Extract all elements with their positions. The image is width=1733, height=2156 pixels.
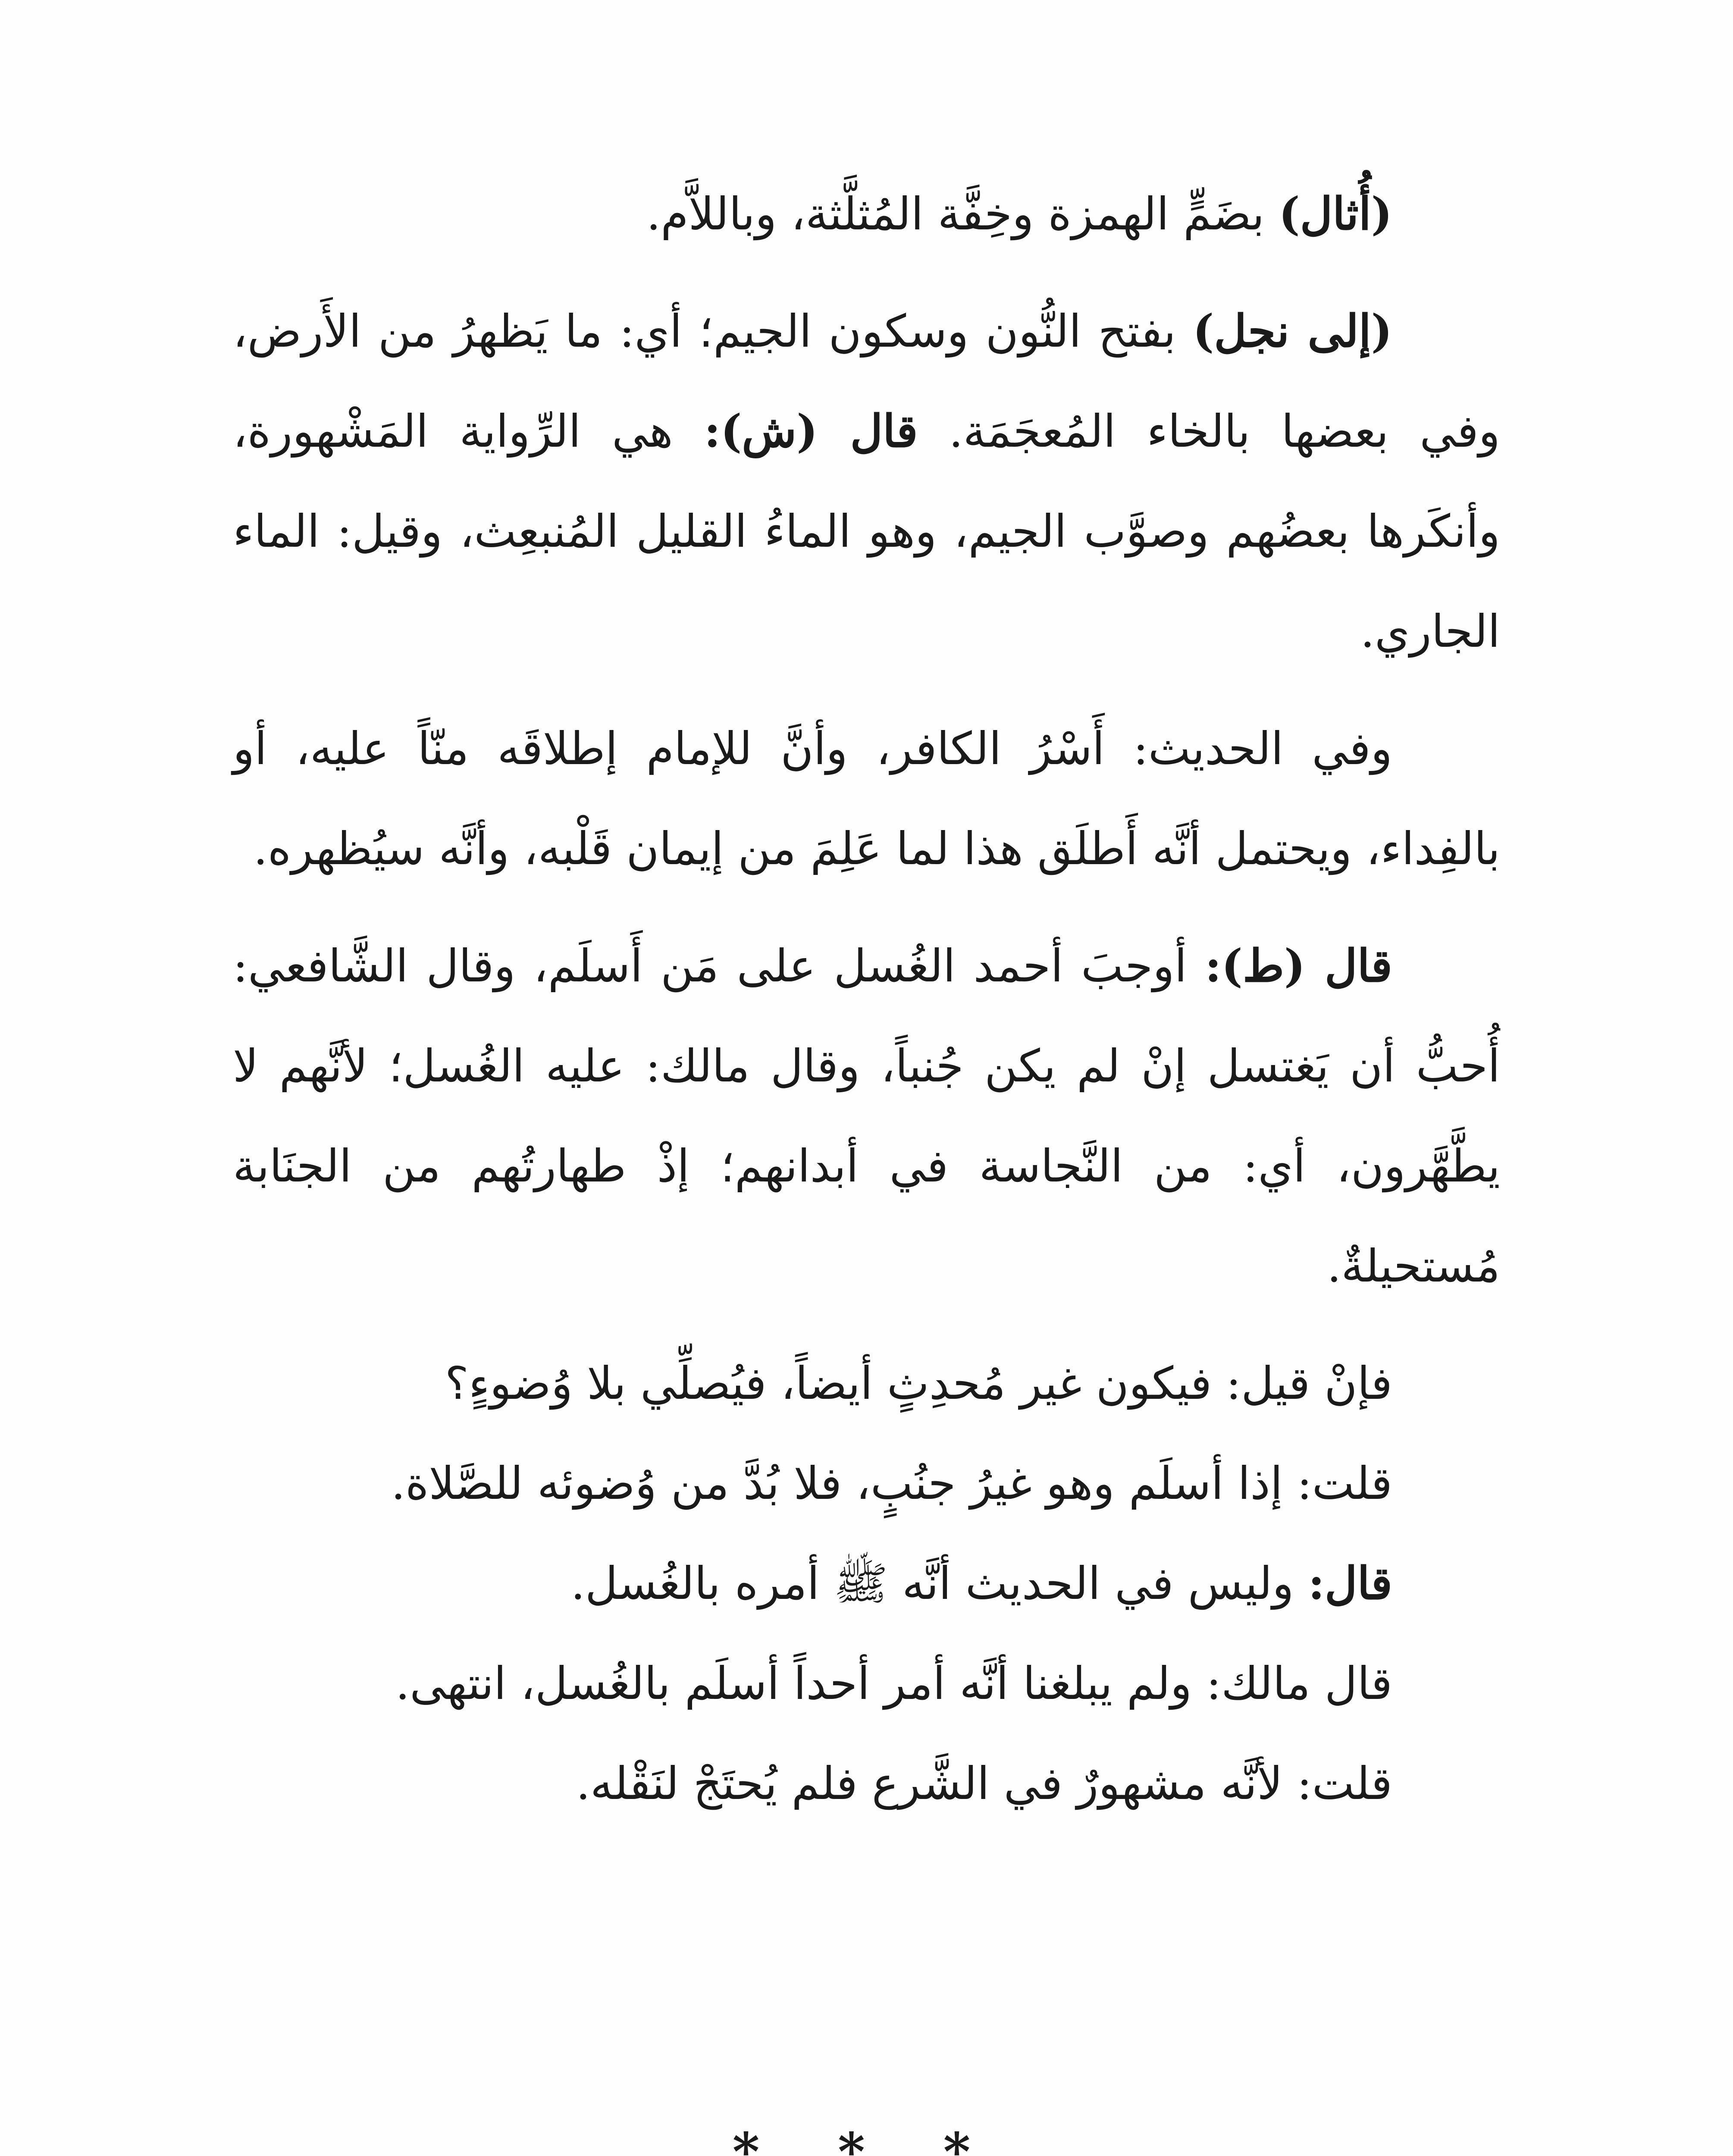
qa-line-3-text: وليس في الحديث أنَّه ﷺ أمره بالغُسل. bbox=[570, 1557, 1308, 1610]
paragraph-1 bbox=[233, 164, 1500, 264]
paragraph-2-term-2: قال (ش): bbox=[704, 404, 918, 458]
qa-line-4-text: قال مالك: ولم يبلغنا أنَّه أمر أحداً أسلَم بالغُسل، انتهى. bbox=[395, 1657, 1392, 1710]
paragraph-3 bbox=[233, 699, 1500, 899]
body-text bbox=[233, 164, 1500, 1833]
paragraph-4 bbox=[233, 916, 1500, 1316]
paragraph-1-text: بضَمٍّ الهمزة وخِفَّة المُثلَّثة، وباللاَّم. bbox=[646, 188, 1279, 240]
paragraph-4-term: قال (ط): bbox=[1205, 939, 1393, 992]
paragraph-2-text-2: هي الرِّواية المَشْهورة، وأنكَرها بعضُهم وصوَّب الجيم، وهو الماءُ القليل المُنبعِث، وقيل: الماء الجاري. bbox=[233, 405, 1500, 658]
paragraph-2-text: بفتح النُّون وسكون الجيم؛ أي: ما يَظهرُ من الأَرض، وفي بعضها بالخاء المُعجَمَة. bbox=[233, 305, 1501, 458]
paragraph-4-text: أوجبَ أحمد الغُسل على مَن أَسلَم، وقال الشَّافعي: أُحبُّ أن يَغتسل إنْ لم يكن جُنباً، وقال مالك: عليه الغُسل؛ لأنَّهم لا يطَّهَّرون، أي: من النَّجاسة في أبدانهم؛ إذْ طهارتُهم من الجنَابة مُستحيلةٌ. bbox=[233, 940, 1500, 1292]
qa-line-5-text: قلت: لأنَّه مشهورٌ في الشَّرع فلم يُحتَجْ لنَقْله. bbox=[576, 1757, 1392, 1810]
section-separator: * * * bbox=[732, 2122, 1001, 2156]
qa-line-2-text: قلت: إذا أسلَم وهو غيرُ جنُبٍ، فلا بُدَّ من وُضوئه للصَّلاة. bbox=[391, 1457, 1392, 1510]
question-answer-block bbox=[233, 1333, 1500, 1833]
qa-line-2 bbox=[233, 1433, 1500, 1533]
paragraph-1-term: (أُثال) bbox=[1279, 187, 1392, 240]
paragraph-2 bbox=[233, 281, 1500, 681]
qa-line-3 bbox=[233, 1533, 1500, 1633]
qa-line-1 bbox=[233, 1333, 1500, 1433]
qa-line-4 bbox=[233, 1633, 1500, 1733]
qa-line-1-text: فإنْ قيل: فيكون غير مُحدِثٍ أيضاً، فيُصلِّي بلا وُضوءٍ؟ bbox=[445, 1357, 1392, 1410]
qa-line-3-label: قال: bbox=[1308, 1557, 1392, 1610]
paragraph-3-text: وفي الحديث: أَسْرُ الكافر، وأنَّ للإمام إطلاقَه منّاً عليه، أو بالفِداء، ويحتمل أنَّه أَطلَق هذا لما عَلِمَ من إيمان قَلْبه، وأنَّه سيُظهره. bbox=[233, 722, 1500, 875]
qa-line-5 bbox=[233, 1733, 1500, 1833]
paragraph-2-term: (إلى نجل) bbox=[1193, 304, 1392, 357]
